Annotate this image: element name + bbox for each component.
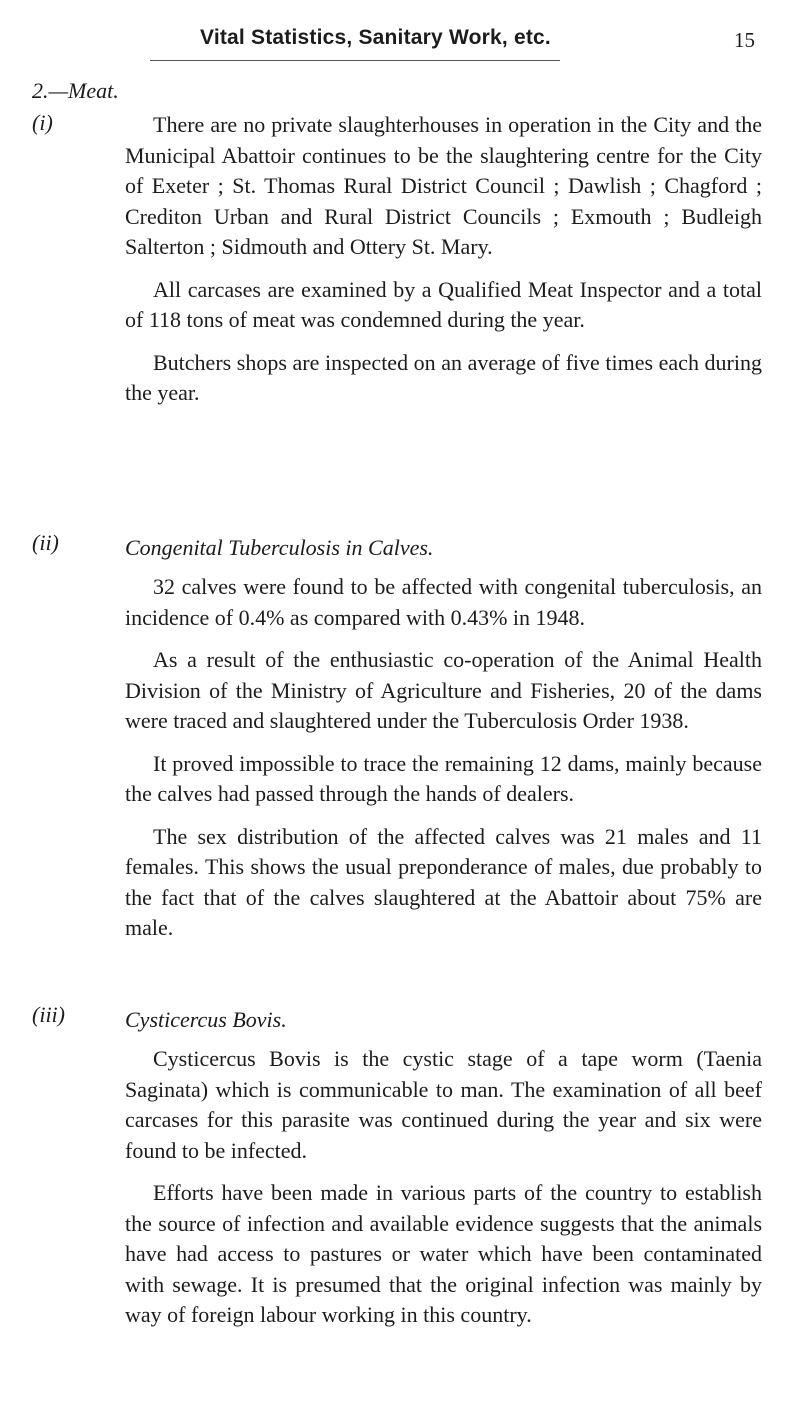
- paragraph: There are no private slaughterhouses in operation in the City and the Municipal Abattoir continues to be the slaughtering centre for the City of Exeter ; St. Thomas Rural District Council ; Dawlish ; Chagford ; Crediton Urban and Rural District Councils ; Exmouth ; Budleigh Salterton ; Sidmouth and Ottery St. Mary.: [125, 112, 762, 259]
- subsection-marker: (ii): [32, 530, 59, 555]
- paragraph: Efforts have been made in various parts of the country to establish the source of infection and available evidence suggests that the animals have had access to pastures or water which have been contaminated with sewage. It is presumed that the original infection was mainly by way of foreign labour working in this country.: [125, 1180, 762, 1327]
- paragraph: All carcases are examined by a Qualified Meat Inspector and a total of 118 tons of meat was condemned during the year.: [125, 276, 762, 332]
- paragraph: As a result of the enthusiastic co-operation of the Animal Health Division of the Ministry of Agriculture and Fisheries, 20 of the dams were traced and slaughtered under the Tuberculosis Order 1938.: [125, 647, 762, 733]
- subsection-heading: Cysticercus Bovis.: [125, 1007, 287, 1032]
- subsection-ii: [32, 530, 762, 956]
- paragraph: 32 calves were found to be affected with congenital tuberculosis, an incidence of 0.4% as compared with 0.43% in 1948.: [125, 574, 762, 630]
- page-number: 15: [734, 28, 755, 52]
- section-title-text: 2.—Meat.: [32, 78, 119, 103]
- subsection-i: [32, 110, 762, 421]
- paragraph: The sex distribution of the affected calves was 21 males and 11 females. This shows the usual preponderance of males, due probably to the fact that of the calves slaughtered at the Abattoir about 75% are male.: [125, 823, 762, 940]
- running-head: Vital Statistics, Sanitary Work, etc.: [200, 26, 551, 49]
- subsection-iii: [32, 1002, 762, 1343]
- subsection-marker: (i): [32, 110, 53, 135]
- paragraph: Cysticercus Bovis is the cystic stage of a tape worm (Taenia Saginata) which is communicable to man. The examination of all beef carcases for this parasite was continued during the year and six were found to be infected.: [125, 1046, 762, 1163]
- subsection-heading: Congenital Tuberculosis in Calves.: [125, 535, 434, 560]
- subsection-marker: (iii): [32, 1002, 65, 1027]
- section-title: [32, 78, 119, 104]
- paragraph: Butchers shops are inspected on an average of five times each during the year.: [125, 349, 762, 405]
- page-header: [0, 22, 800, 52]
- header-rule: [150, 60, 560, 61]
- paragraph: It proved impossible to trace the remaining 12 dams, mainly because the calves had passed through the hands of dealers.: [125, 750, 762, 806]
